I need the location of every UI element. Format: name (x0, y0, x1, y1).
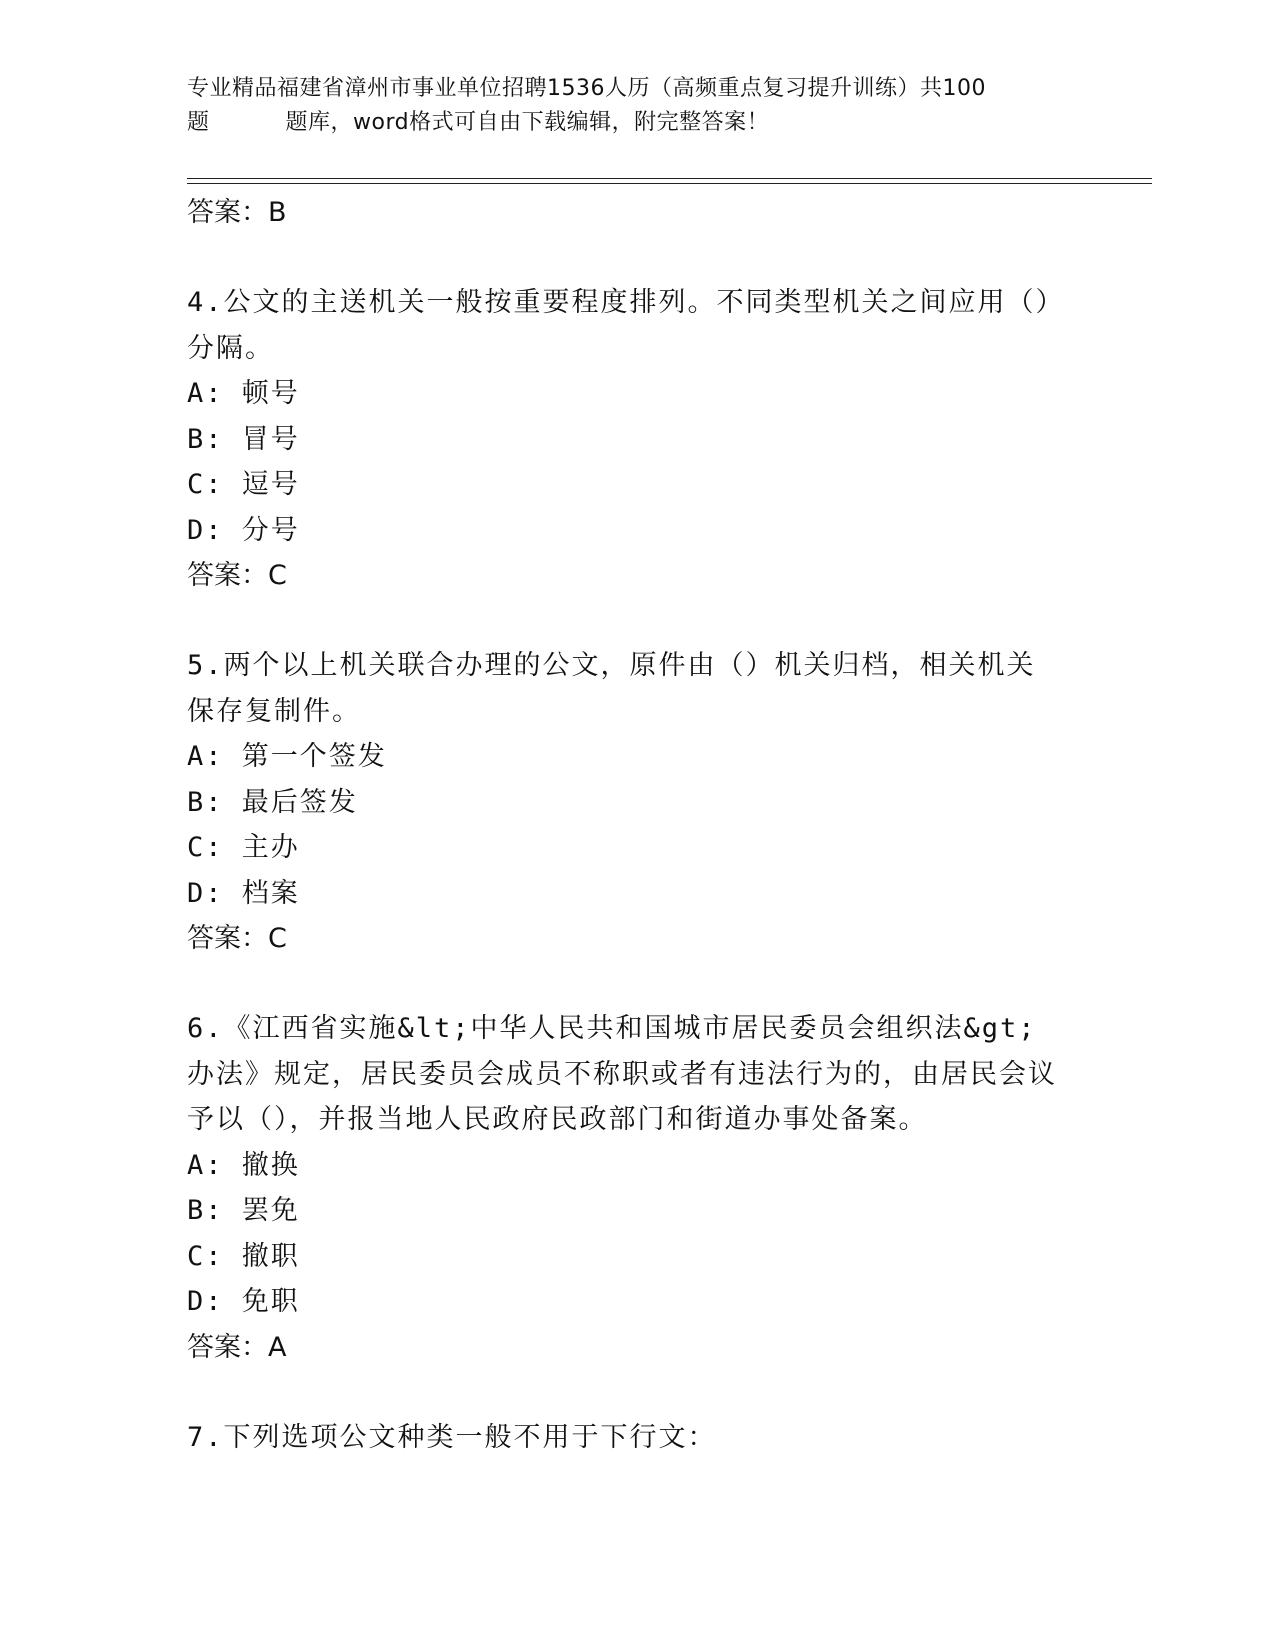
question-5-option-c: C: 主办 (187, 832, 300, 863)
question-6-option-a: A: 撤换 (187, 1149, 300, 1181)
question-list (187, 190, 1087, 1460)
question-4-option-d: D: 分号 (187, 514, 300, 546)
question-6-answer: 答案：A (187, 1331, 287, 1363)
previous-answer: 答案：B (187, 197, 287, 228)
question-5-option-a: A: 第一个签发 (187, 741, 387, 772)
question-4-text: 4.公文的主送机关一般按重要程度排列。不同类型机关之间应用（）分隔。 (187, 287, 1052, 364)
question-7 (187, 1415, 1087, 1461)
question-5-text: 5.两个以上机关联合办理的公文，原件由（）机关归档，相关机关保存复制件。 (187, 650, 1036, 727)
header-divider-top (187, 178, 1152, 179)
question-5-option-d: D: 档案 (187, 877, 300, 909)
question-4-option-c: C: 逗号 (187, 469, 300, 500)
question-4-option-a: A: 顿号 (187, 378, 300, 409)
question-4-answer: 答案：C (187, 560, 287, 591)
question-5-answer: 答案：C (187, 923, 287, 954)
header-title-line2-a: 题 (187, 110, 210, 135)
question-6-text: 6.《江西省实施&lt;中华人民共和国城市居民委员会组织法&gt;办法》规定，居民委员会成员不称职或者有违法行为的，由居民会议予以（），并报当地人民政府民政部门和街道办事处备案。 (187, 1013, 1057, 1135)
question-6-option-b: B: 罢免 (187, 1195, 300, 1226)
question-5 (187, 643, 1087, 734)
header-title-line1: 专业精品福建省漳州市事业单位招聘1536人历（高频重点复习提升训练）共100 (187, 76, 986, 101)
question-4-option-b: B: 冒号 (187, 423, 300, 455)
question-5-option-b: B: 最后签发 (187, 786, 358, 818)
question-4 (187, 280, 1087, 371)
question-6-option-d: D: 免职 (187, 1286, 300, 1317)
page-header (187, 72, 1087, 140)
question-7-text: 7.下列选项公文种类一般不用于下行文： (187, 1421, 717, 1453)
header-title-line2 (187, 106, 1087, 140)
question-6 (187, 1006, 1087, 1143)
header-title-line2-b: 题库，word格式可自由下载编辑，附完整答案！ (285, 110, 770, 135)
header-divider-bottom (187, 183, 1152, 184)
question-6-option-c: C: 撤职 (187, 1240, 300, 1272)
